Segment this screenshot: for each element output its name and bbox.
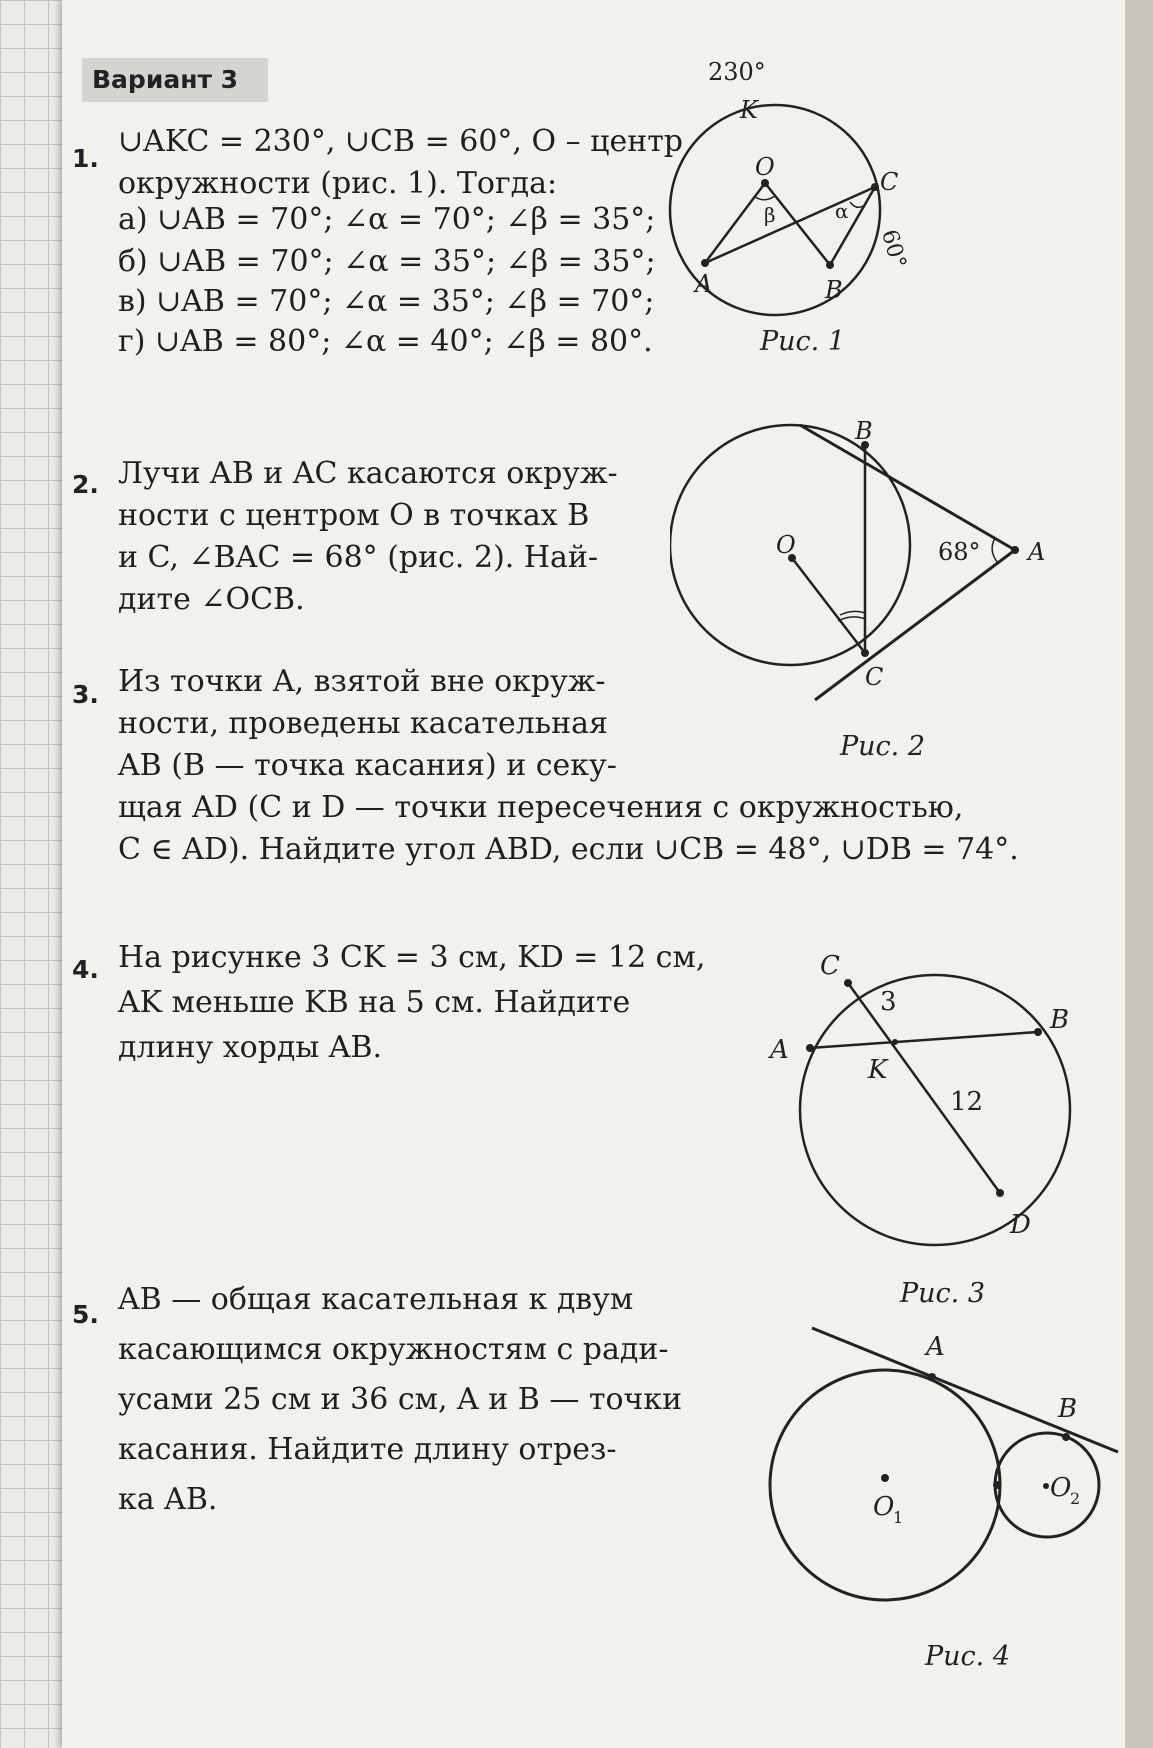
problem-5-number: 5.	[72, 1300, 99, 1329]
fig1-chord-ac	[705, 187, 875, 263]
fig4-common-tangent	[812, 1328, 1118, 1452]
fig4-label-a: A	[926, 1332, 945, 1362]
problem-4-line-2: AK меньше KB на 5 см. Найдите	[118, 985, 631, 1020]
fig4-point-o2	[1043, 1483, 1049, 1489]
fig1-arc-label: 230°	[708, 58, 766, 86]
problem-2-line-3: и C, ∠BAC = 68° (рис. 2). Най-	[118, 540, 599, 575]
problem-4-line-1: На рисунке 3 CK = 3 см, KD = 12 см,	[118, 940, 706, 975]
problem-5-line-4: касания. Найдите длину отрез-	[118, 1432, 617, 1467]
fig2-radius-oc	[792, 558, 865, 653]
fig1-point-c	[871, 183, 879, 191]
problem-1-option-g: г) ∪AB = 80°; ∠α = 40°; ∠β = 80°.	[118, 324, 653, 359]
problem-3-number: 3.	[72, 680, 99, 709]
problem-5-line-3: усами 25 см и 36 см, A и B — точки	[118, 1382, 683, 1417]
fig1-caption: Рис. 1	[760, 326, 846, 357]
fig4-tangency-point	[993, 1481, 1001, 1489]
figure-4	[760, 1310, 1130, 1680]
problem-3-line-3: AB (B — точка касания) и секу-	[118, 748, 617, 783]
problem-1-line-1: ∪AKC = 230°, ∪CB = 60°, O – центр	[118, 124, 684, 159]
problem-3-line-2: ности, проведены касательная	[118, 706, 608, 741]
fig1-label-k: K	[740, 96, 758, 124]
fig3-point-k	[892, 1039, 898, 1045]
problem-1-line-2: окружности (рис. 1). Тогда:	[118, 166, 558, 201]
problem-5-line-5: ка AB.	[118, 1482, 218, 1517]
problem-1-option-b: б) ∪AB = 70°; ∠α = 35°; ∠β = 35°;	[118, 244, 656, 279]
problem-3-line-5: C ∈ AD). Найдите угол ABD, если ∪CB = 48°, ∪DB = 74°.	[118, 832, 1019, 867]
problem-2-line-1: Лучи AB и AC касаются окруж-	[118, 456, 618, 491]
fig1-label-b: B	[825, 276, 843, 304]
problem-2-line-4: дите ∠OCB.	[118, 582, 305, 617]
figure-1	[660, 50, 960, 390]
fig1-label-o: O	[755, 153, 775, 181]
fig4-caption: Рис. 4	[925, 1641, 1011, 1672]
fig1-label-alpha: α	[835, 199, 849, 223]
fig3-label-b: B	[1050, 1005, 1070, 1035]
fig1-point-a	[701, 259, 709, 267]
fig1-radius-oa	[705, 183, 765, 263]
fig3-label-d: D	[1010, 1210, 1031, 1240]
grid-paper-background	[0, 0, 70, 1748]
problem-5-line-1: AB — общая касательная к двум	[118, 1282, 634, 1317]
problem-5-line-2: касающимся окружностям с ради-	[118, 1332, 669, 1367]
fig2-angle-label: 68°	[938, 538, 981, 566]
fig3-label-a: A	[770, 1035, 789, 1065]
fig2-label-a: A	[1028, 538, 1046, 566]
fig1-point-b	[826, 261, 834, 269]
fig4-point-b	[1062, 1433, 1070, 1441]
problem-1-number: 1.	[72, 144, 99, 173]
problem-1-option-a: а) ∪AB = 70°; ∠α = 70°; ∠β = 35°;	[118, 202, 656, 237]
fig4-label-o2-sub: 2	[1070, 1489, 1081, 1508]
fig3-point-b	[1034, 1028, 1042, 1036]
fig3-caption: Рис. 3	[900, 1278, 986, 1309]
fig4-label-o1-sub: 1	[893, 1508, 904, 1527]
figure-2	[670, 415, 1070, 765]
problem-2-number: 2.	[72, 470, 99, 499]
fig1-label-beta: β	[764, 203, 776, 227]
fig4-label-o1: O	[873, 1492, 895, 1522]
fig3-circle	[800, 975, 1070, 1245]
fig2-point-a	[1011, 546, 1019, 554]
problem-3-line-1: Из точки A, взятой вне окруж-	[118, 664, 606, 699]
fig2-label-c: C	[865, 663, 884, 691]
fig1-arc-cb: 60°	[876, 227, 911, 272]
fig4-label-o2: O	[1050, 1473, 1072, 1503]
fig2-label-o: O	[776, 531, 796, 559]
fig4-point-o1	[881, 1474, 889, 1482]
problem-1-option-v: в) ∪AB = 70°; ∠α = 35°; ∠β = 70°;	[118, 284, 655, 319]
fig1-label-c: C	[880, 168, 899, 196]
fig2-point-c	[861, 649, 869, 657]
fig3-point-d	[996, 1189, 1004, 1197]
fig3-label-k: K	[868, 1055, 888, 1085]
fig3-point-a	[806, 1044, 814, 1052]
figure-3	[760, 950, 1090, 1320]
fig3-label-ck: 3	[880, 987, 897, 1017]
fig3-label-kd: 12	[950, 1087, 984, 1117]
fig4-point-a	[928, 1373, 936, 1381]
problem-4-number: 4.	[72, 955, 99, 984]
problem-4-line-3: длину хорды AB.	[118, 1030, 383, 1065]
fig4-label-b: B	[1058, 1394, 1078, 1424]
fig3-point-c	[844, 979, 852, 987]
fig2-caption: Рис. 2	[840, 731, 926, 762]
fig2-tangent-ab	[800, 425, 1015, 550]
fig1-label-a: A	[695, 270, 713, 298]
problem-3-line-4: щая AD (C и D — точки пересечения с окружностью,	[118, 790, 964, 825]
problem-2-line-2: ности с центром O в точках B	[118, 498, 590, 533]
variant-title: Вариант 3	[82, 58, 268, 102]
fig3-chord-ab	[810, 1032, 1038, 1048]
fig3-label-c: C	[820, 951, 840, 981]
fig4-circle-o1	[770, 1370, 1000, 1600]
fig2-label-b: B	[855, 417, 873, 445]
